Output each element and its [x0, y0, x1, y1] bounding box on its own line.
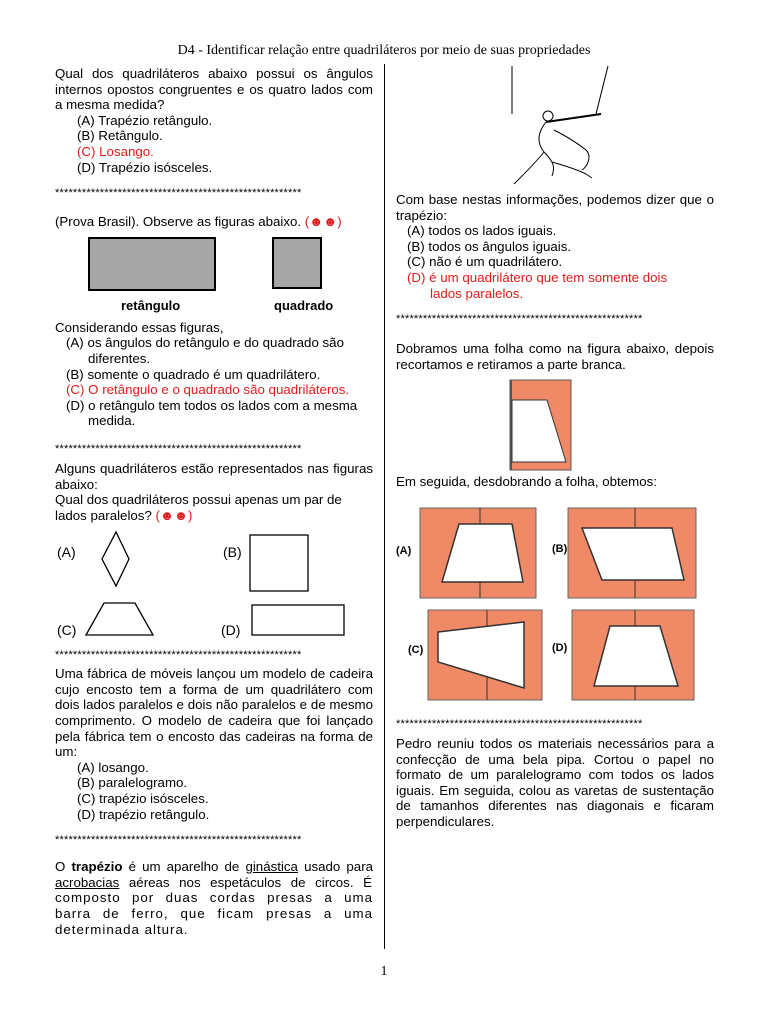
option-d-label: (D): [552, 641, 568, 654]
q2-option-b: (B) somente o quadrado é um quadrilátero.: [66, 366, 321, 382]
q3-smileys: (☻☻): [155, 507, 193, 523]
page-header: D4 - Identificar relação entre quadriláteros por meio de suas propriedades: [177, 43, 591, 58]
q5-text: O trapézio é um aparelho de ginástica usado para acrobacias aéreas nos espetáculos de circos. É composto por duas cordas presas a uma barra de ferro, que ficam presas a uma determinada altura.: [55, 859, 374, 937]
square-figure: [273, 238, 321, 288]
q1-option-a: (A) Trapézio retângulo.: [77, 112, 213, 128]
q2-option-d: (D) o retângulo tem todos os lados com a mesma medida.: [66, 397, 358, 429]
left-column: [55, 66, 373, 937]
q2-figures: [55, 230, 373, 320]
label-d: (D): [221, 622, 241, 639]
separator: *******************************************************: [55, 442, 302, 455]
option-c-label: (C): [408, 643, 424, 656]
q4-option-d: (D) trapézio retângulo.: [77, 806, 210, 822]
trapezoid-figure: [86, 603, 153, 635]
label-b: (B): [223, 544, 242, 561]
unfolded-options: [396, 502, 714, 702]
separator: *******************************************************: [55, 834, 302, 847]
q2-intro: Considerando essas figuras,: [55, 319, 224, 335]
column-divider: [384, 64, 385, 949]
label-quadrado: quadrado: [274, 297, 334, 313]
q5-option-d-cont: lados paralelos.: [430, 285, 524, 301]
q2-smileys: (☻☻): [304, 214, 342, 230]
label-retangulo: retângulo: [121, 297, 181, 313]
folded-sheet-figure: [396, 372, 714, 474]
option-b-label: (B): [552, 542, 568, 555]
option-a-label: (A): [396, 544, 412, 557]
q5-option-c: (C) não é um quadrilátero.: [407, 254, 563, 270]
q3-figures: [55, 523, 373, 638]
rectangle-d-figure: [252, 605, 344, 635]
q4-option-a: (A) losango.: [77, 759, 149, 775]
page-number: 1: [380, 964, 388, 979]
q5-option-d: (D) é um quadrilátero que tem somente dois: [407, 269, 668, 285]
q4-option-b: (B) paralelogramo.: [77, 775, 188, 791]
separator: *******************************************************: [55, 187, 302, 200]
q2-option-c: (C) O retângulo e o quadrado são quadriláteros.: [66, 382, 350, 398]
q2-text: (Prova Brasil). Observe as figuras abaixo. (☻☻): [55, 214, 342, 230]
separator: *******************************************************: [396, 717, 643, 730]
q3-text2: Qual dos quadriláteros possui apenas um par de lados paralelos? (☻☻): [55, 492, 342, 523]
q6-text: Dobramos uma folha como na figura abaixo, depois recortamos e retiramos a parte branca.: [396, 341, 714, 372]
right-column: [396, 66, 714, 830]
label-c: (C): [57, 622, 77, 639]
q5-option-a: (A) todos os lados iguais.: [407, 223, 557, 239]
q5-option-b: (B) todos os ângulos iguais.: [407, 238, 572, 254]
trapeze-illustration: [396, 66, 714, 192]
q7-text: Pedro reuniu todos os materiais necessários para a confecção de uma bela pipa. Cortou o papel no formato de um paralelogramo com todos os lados iguais. Em seguida, colou as varetas de sustentação de tamanhos diferentes nas diagonais e ficaram perpendiculares.: [396, 735, 714, 829]
q1-text: Qual dos quadriláteros abaixo possui os ângulos internos opostos congruentes e os quatro lados com a mesma medida?: [55, 66, 373, 113]
q1-option-d: (D) Trapézio isósceles.: [77, 159, 213, 175]
q3-text1: Alguns quadriláteros estão representados nas figuras abaixo:: [55, 460, 373, 492]
q4-option-c: (C) trapézio isósceles.: [77, 791, 209, 807]
q1-option-c: (C) Losango.: [77, 143, 154, 159]
separator: *******************************************************: [396, 313, 643, 326]
separator: *******************************************************: [55, 649, 302, 662]
q6-text2: Em seguida, desdobrando a folha, obtemos:: [396, 474, 657, 490]
q5-question: Com base nestas informações, podemos dizer que o trapézio:: [396, 192, 714, 223]
label-a: (A): [57, 544, 76, 561]
rectangle-figure: [89, 238, 215, 290]
q4-text: Uma fábrica de móveis lançou um modelo de cadeira cujo encosto tem a forma de um quadrilátero com dois lados paralelos e dois não paralelos e de mesmo comprimento. O modelo de cadeira que foi lançado pela fábrica tem o encosto das cadeiras na forma de um:: [55, 666, 373, 760]
q2-option-a: (A) os ângulos do retângulo e do quadrado são diferentes.: [66, 335, 344, 366]
rhombus-figure: [102, 532, 129, 586]
q1-option-b: (B) Retângulo.: [77, 128, 163, 144]
square-b-figure: [250, 535, 308, 591]
